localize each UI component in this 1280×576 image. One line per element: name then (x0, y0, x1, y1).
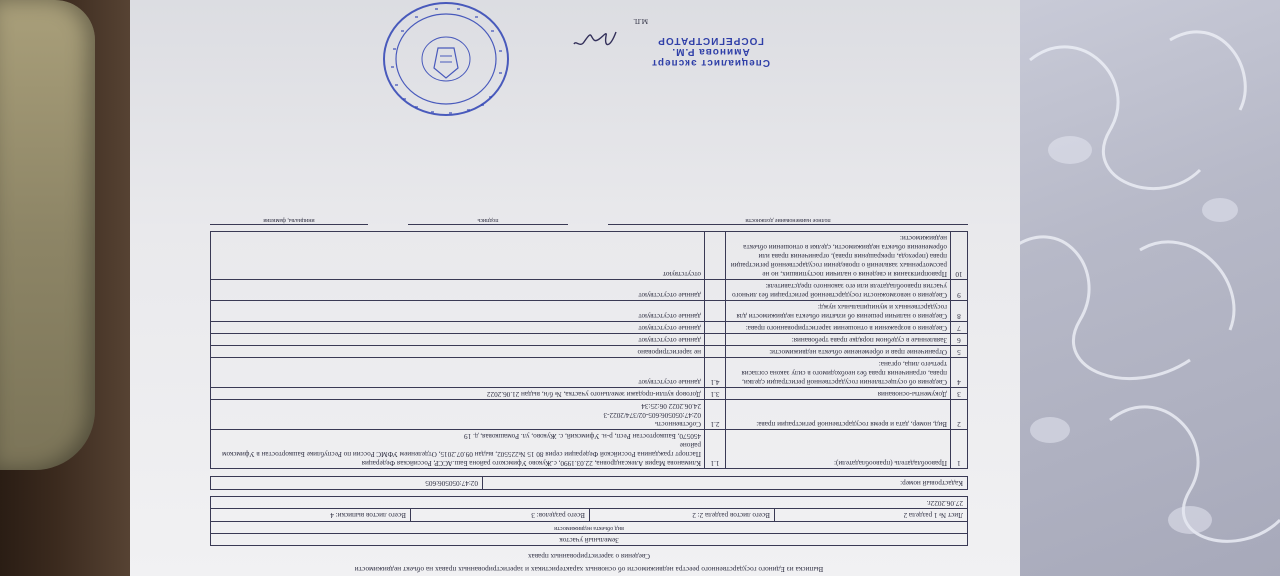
object-type-box (210, 521, 968, 546)
table-row (211, 430, 968, 469)
row-subnumber (705, 334, 726, 346)
row-number: 1 (951, 430, 968, 469)
row-value: Договор купли-продажи земельного участка, № б/н, выдан 21.06.2022 (211, 388, 705, 400)
document-body (210, 217, 968, 574)
document-title: Выписка из Единого государственного реестра недвижимости об основных характеристиках и зарегистрированных правах на объект недвижимости (354, 565, 824, 574)
stamp-line-1: Специалист эксперт (651, 57, 770, 68)
row-subnumber (705, 280, 726, 301)
row-label: Сведения об осуществлении государственной регистрации сделки, права, ограничения права без необходимого в силу закона согласия третьего лица, органа: (726, 358, 951, 388)
stamp-line-3: ГОСРЕГИСТРАТОР (657, 35, 764, 46)
row-subnumber: 2.1 (705, 400, 726, 430)
row-number: 8 (951, 301, 968, 322)
row-number: 5 (951, 346, 968, 358)
row-value: данные отсутствуют (211, 358, 705, 388)
row-value: данные отсутствуют (211, 301, 705, 322)
registrar-stamp (651, 35, 770, 68)
table-row (211, 334, 968, 346)
row-label: Ограничение прав и обременение объекта недвижимости: (726, 346, 951, 358)
row-value: данные отсутствуют (211, 334, 705, 346)
document-photo (130, 0, 1020, 576)
table-row (211, 301, 968, 322)
row-number: 7 (951, 322, 968, 334)
row-number: 10 (951, 232, 968, 280)
row-label: Правопритязания и сведения о наличии поступивших, но не рассмотренных заявлений о проведении государственной регистрации права (перехода, прекращения права), ограничения права или обременения объекта недвижимости, сделки в отношении объекта недвижимости: (726, 232, 951, 280)
row-value: Климанова Мария Александровна, 22.03.1990, с.Жуково Уфимского района Баш.АССР, Российская Федерация Паспорт гражданина Российской Федерации серия 80 15 №225502, выдан 09.07.2015, Отделением УФМС России по Республике Башкортостан в Уфимском районе 450570, Башкортостан Респ, р-н. Уфимский, с. Жуково, ул. Ромашковая, д. 19 (211, 430, 705, 469)
row-number: 6 (951, 334, 968, 346)
row-label: Сведения о невозможности государственной регистрации без личного участия правообладателя или его законного представителя: (726, 280, 951, 301)
sheets-total: Всего листов выписки: 4 (330, 511, 406, 519)
row-label: Заявленные в судебном порядке права требования: (726, 334, 951, 346)
row-subnumber (705, 301, 726, 322)
row-subnumber: 3.1 (705, 388, 726, 400)
sheet-info-row (210, 508, 968, 521)
sections-total: Всего разделов: 3 (410, 509, 589, 521)
position-caption: полное наименование должности (608, 217, 968, 225)
object-type-caption: вид объекта недвижимости (554, 525, 624, 531)
lace-pattern (990, 0, 1280, 576)
object-type-value: Земельный участок (211, 533, 967, 545)
cadastral-value: 02:47:050506:605 (425, 479, 478, 487)
table-row (211, 232, 968, 280)
signature-row (210, 217, 968, 225)
row-label: Сведения о возражении в отношении зарегистрированного права: (726, 322, 951, 334)
round-seal-icon (382, 0, 510, 118)
row-label: Сведения о наличии решения об изъятии объекта недвижимости для государственных и муниципальных нужд: (726, 301, 951, 322)
row-subnumber: 1.1 (705, 430, 726, 469)
row-value: Собственность 02:47:050506:605-02/374/2022-3 24.06.2022 06:25:34 (211, 400, 705, 430)
sheets-in-section: Всего листов раздела 2: 2 (589, 509, 774, 521)
row-value: данные отсутствуют (211, 280, 705, 301)
stamp-line-2: Аминова Р.М. (671, 46, 750, 57)
sign-caption: подпись (408, 217, 568, 225)
row-number: 3 (951, 388, 968, 400)
table-row (211, 388, 968, 400)
row-subnumber: 4.1 (705, 358, 726, 388)
cadastral-label: Кадастровый номер: (482, 477, 967, 489)
row-value: не зарегистрировано (211, 346, 705, 358)
row-subnumber (705, 232, 726, 280)
name-caption: инициалы, фамилия (210, 217, 368, 225)
row-label: Правообладатель (правообладатели): (726, 430, 951, 469)
row-value: данные отсутствуют (211, 322, 705, 334)
row-value: отсутствуют (211, 232, 705, 280)
handwritten-signature (570, 26, 620, 50)
document-subtitle: Сведения о зарегистрированных правах (527, 552, 651, 560)
document-date: 27.06.2022г. (210, 496, 968, 508)
row-number: 2 (951, 400, 968, 430)
row-subnumber (705, 322, 726, 334)
cadastral-row (210, 476, 968, 490)
row-label: Вид, номер, дата и время государственной регистрации права: (726, 400, 951, 430)
rights-table (210, 231, 968, 469)
sheet-label: Лист № 1 раздела 2 (774, 509, 967, 521)
pillow-background (0, 0, 95, 470)
table-row (211, 400, 968, 430)
row-label: Документы-основания (726, 388, 951, 400)
row-number: 9 (951, 280, 968, 301)
row-number: 4 (951, 358, 968, 388)
row-subnumber (705, 346, 726, 358)
document-sheet (130, 0, 1020, 576)
table-row (211, 322, 968, 334)
table-row (211, 280, 968, 301)
table-row (211, 358, 968, 388)
mp-label: М.П. (633, 17, 648, 25)
table-row (211, 346, 968, 358)
